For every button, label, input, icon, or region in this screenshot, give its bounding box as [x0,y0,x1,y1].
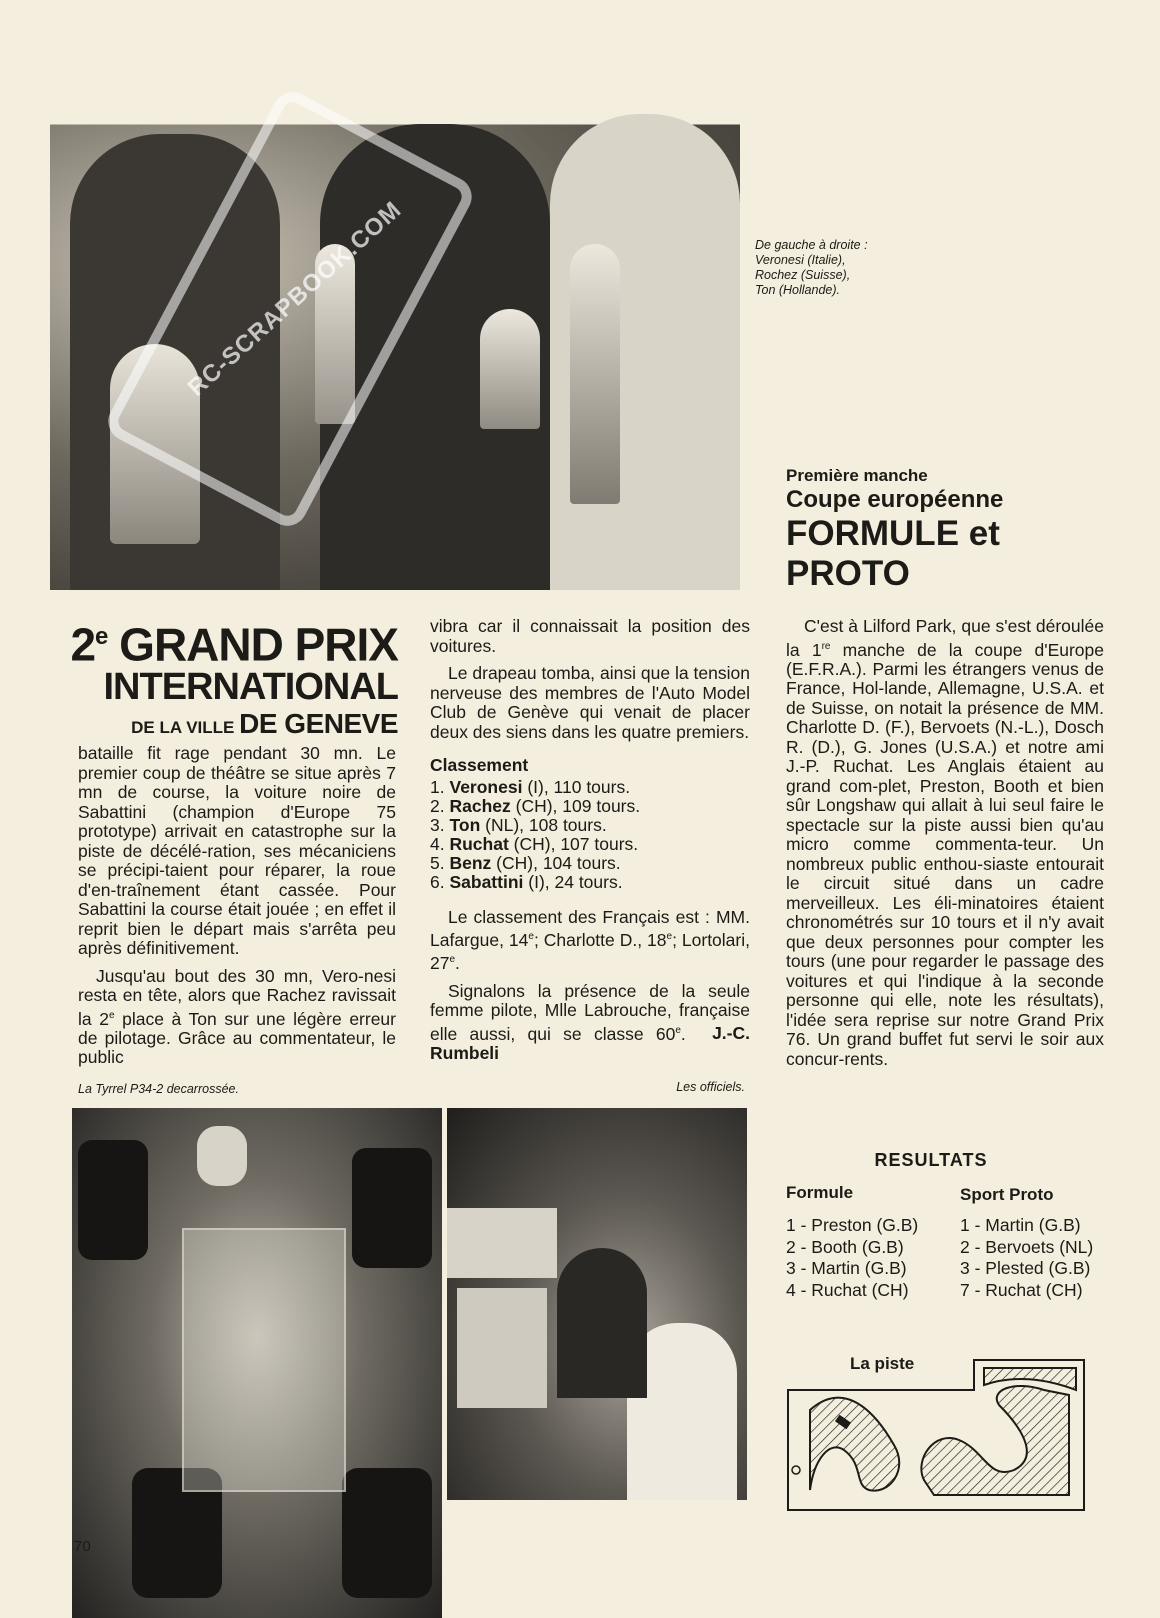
caption-line: Veronesi (Italie), [755,253,846,267]
right-headline [786,466,1076,594]
text: Jusqu'au bout des 30 mn, Vero-nesi resta en tête, alors que Rachez ravissait la 2 [78,965,396,1029]
driver: Rachez [449,795,511,816]
text: ; Charlotte D., 18 [533,929,667,950]
classement-item [430,835,750,854]
track-diagram [784,1350,1104,1520]
text: Signalons la présence de la seule femme pilote, Mlle Labrouche, française elle aussi, qui se classe 60 [430,980,750,1044]
title-small: DE LA VILLE [131,718,240,738]
result: (NL), 108 tours. [480,814,607,835]
headline-title-3: PROTO [786,554,910,593]
col2-paragraph-4 [430,982,750,1064]
text: manche de la coupe d'Europe (E.F.R.A.). Parmi les étrangers venus de France, Hol-lande, Allemagne, U.S.A. et de Suisse, on notait la présence de MM. Charlotte D. (F.), Bervoets (N.-L.), Dosch R. (D.), G. Jones (U.S.A.) et notre ami J.-P. Ruchat. Les Anglais étaient au grand com-plet, Preston, Booth et bien sûr Longshaw qui allait à lui seul faire le spectacle sur la piste aussi bien qu'au micro comme commenta-teur. Un nombreux public enthou-siaste entourait le circuit situé dans un cadre merveilleux. Les éli-minatoires étaient chronométrés sur 10 tours et il n'y avait que deux personnes pour compter les tours (une pour regarder le passage des voitures et qui l'indique à la seconde personne qui elle, note les résultats), l'idée sera reprise sur notre Grand Prix 76. Un grand buffet fut servi le soir aux concur-rents. [786,639,1105,1069]
title-line-3 [70,707,398,746]
result-item: 3 - Martin (G.B) [786,1258,907,1278]
proto-list [960,1215,1140,1301]
rank: 1. [430,776,445,797]
sup: re [821,640,831,652]
rank: 6. [430,871,445,892]
result-item: 1 - Martin (G.B) [960,1215,1081,1235]
result-item: 3 - Plested (G.B) [960,1258,1091,1278]
rank: 5. [430,852,445,873]
driver: Veronesi [449,776,523,797]
result-item: 1 - Preston (G.B) [786,1215,919,1235]
caption-line: Ton (Hollande). [755,283,841,297]
text: . [680,1023,686,1044]
right-paragraph [786,617,1104,1069]
console [457,1288,547,1408]
track-label: La piste [850,1354,915,1373]
classement-item [430,797,750,816]
result-item: 2 - Bervoets (NL) [960,1236,1094,1257]
text: C'est à Lilford Park, que s'est déroulée la 1 [786,616,1104,660]
results-title: RESULTATS [874,1150,988,1170]
driver: Ton [449,814,481,835]
title-line-1 [70,614,398,671]
watermark-text: RC-SCRAPBOOK.COM [182,196,407,402]
caption-line: Rochez (Suisse), [755,268,851,282]
title-geneve: DE GENEVE [239,708,398,740]
formule-list [786,1215,956,1301]
results-formule [786,1183,956,1301]
person [557,1248,647,1398]
author-signature: J.-C. Rumbeli [430,1023,750,1063]
result: (CH), 109 tours. [510,795,641,816]
result: (CH), 107 tours. [508,833,639,854]
col1-paragraph-1: bataille fit rage pendant 30 mn. Le premier coup de théâtre se situe après 7 mn de course, la voiture noire de Sabattini (champion d'Europe 75 prototype) arrivait en catastrophe sur la piste de décélé-ration, ses mécaniciens se précipi-taient pour réparer, la roue d'en-traînement étant cassée. Pour Sabattini la course était jouée ; en effet il reprit bien le départ mais s'arrêta peu après définitivement. [78,743,396,958]
proto-title: Sport Proto [960,1185,1054,1204]
headline-kicker: Première manche [786,466,928,485]
engine-part [197,1126,247,1186]
result: (CH), 104 tours. [491,852,621,873]
text: Le classement des Français est : MM. Lafargue, 14 [430,906,750,950]
headline-title-1: Coupe européenne [786,486,1004,513]
classement-list [430,778,750,892]
caption-line: De gauche à droite : [755,238,868,252]
classement-item [430,778,750,797]
driver: Benz [449,852,492,873]
rank: 2. [430,795,445,816]
driver: Ruchat [449,833,509,854]
column-1 [78,744,396,1076]
article-title [70,614,398,746]
results-proto [960,1185,1140,1301]
officials-photo [447,1108,747,1500]
officials-caption: Les officiels. [676,1080,745,1094]
top-photo-caption [755,238,915,298]
chassis-plate [182,1228,346,1492]
right-column-text [786,617,1104,1077]
trophy-icon [570,244,620,504]
title-line-2: INTERNATIONAL [103,666,398,709]
console [447,1208,557,1278]
track-infield [921,1386,1069,1495]
result-item: 7 - Ruchat (CH) [960,1279,1083,1300]
col1-paragraph-2 [78,967,396,1068]
title-sup: e [95,623,108,650]
rank: 3. [430,814,445,835]
tyrrel-chassis-photo [72,1108,442,1618]
col2-paragraph-3 [430,908,750,974]
col2-paragraph-2: Le drapeau tomba, ainsi que la tension nerveuse des membres de l'Auto Model Club de Genève qui venait de placer deux des siens dans les quatre premiers. [430,663,750,742]
classement-item [430,854,750,873]
wheel-icon [78,1140,148,1260]
sup: e [675,1024,681,1036]
classement-item [430,873,750,892]
text: . [455,953,460,974]
rank: 4. [430,833,445,854]
headline-title-2: FORMULE et [786,514,1000,553]
wheel-icon [342,1468,432,1598]
classement-title: Classement [430,755,529,775]
track-infield [810,1398,899,1491]
classement-item [430,816,750,835]
title-grand-prix: GRAND PRIX [107,618,398,671]
sup: e [528,931,534,942]
text: ; Lortolari, 27 [430,929,750,974]
text: place à Ton sur une légère erreur de pilotage. Grâce au commentateur, le public [78,1008,396,1068]
title-number: 2 [70,618,96,671]
driver: Sabattini [449,871,524,892]
col2-paragraph-1: vibra car il connaissait la position des voitures. [430,616,750,656]
formule-title: Formule [786,1183,854,1202]
result: (I), 24 tours. [523,871,623,892]
result: (I), 110 tours. [522,776,631,797]
tyrrel-caption: La Tyrrel P34-2 decarrossée. [78,1082,239,1096]
column-2 [430,617,750,1071]
pit-marker [792,1466,800,1474]
sup: e [449,954,456,966]
wheel-icon [352,1148,432,1268]
trophy-icon [480,309,540,429]
result-item: 2 - Booth (G.B) [786,1236,904,1257]
result-item: 4 - Ruchat (CH) [786,1279,909,1300]
page-number: 70 [74,1538,91,1555]
podium-photo [50,84,740,590]
sup: e [666,931,673,942]
sup: e [108,1009,115,1021]
